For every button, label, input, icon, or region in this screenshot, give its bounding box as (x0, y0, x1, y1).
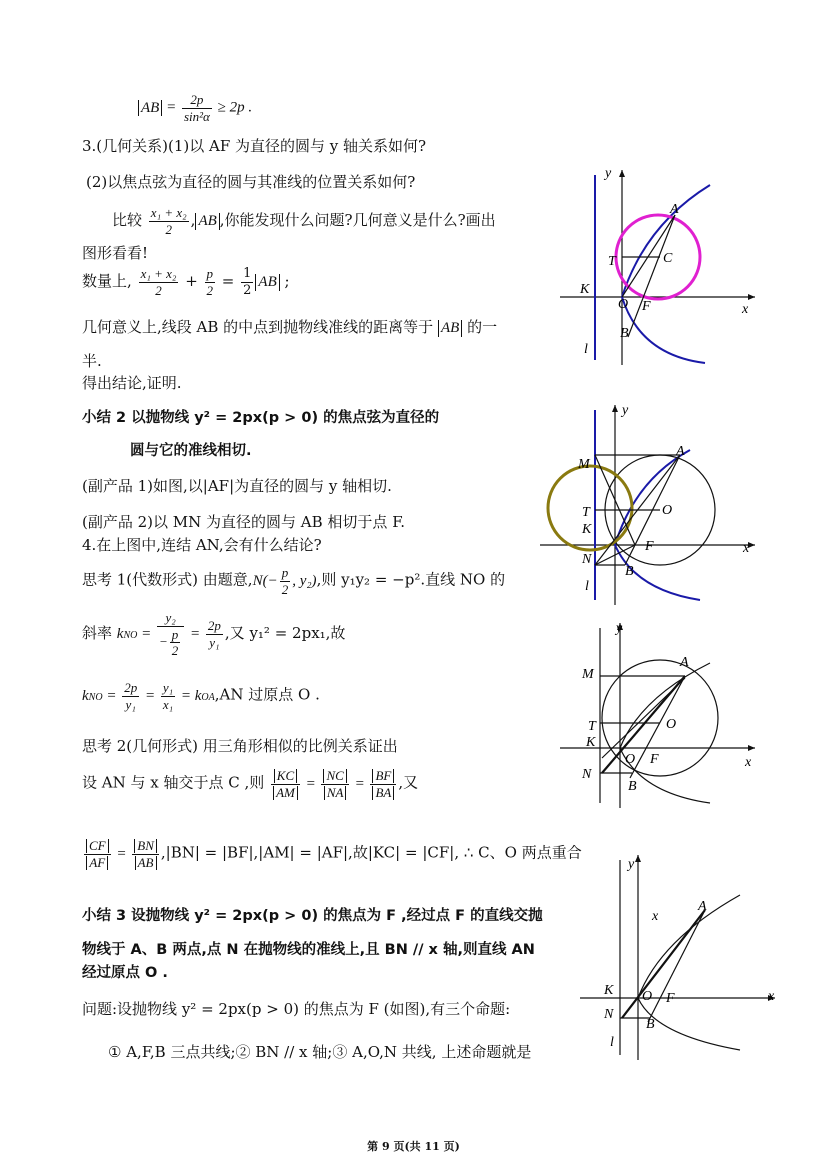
think-1-line: 思考 1(代数形式) 由题意,N(− $\frac{p}{2}$ , y₂),则 y₁y₂ = −p².直线 NO 的 (82, 565, 506, 597)
figure-3 (560, 618, 760, 808)
label-B: B (625, 564, 634, 579)
byproduct-1: (副产品 1)如图,以|AF|为直径的圆与 y 轴相切. (82, 477, 392, 495)
label-F: F (650, 752, 659, 767)
figure-4 (580, 850, 780, 1060)
item-3-part-1: 3.(几何关系)(1)以 AF 为直径的圆与 y 轴关系如何? (82, 137, 427, 155)
label-M: M (578, 457, 590, 472)
item-3-part-2: (2)以焦点弦为直径的圆与其准线的位置关系如何? (86, 173, 416, 191)
label-x: x (745, 755, 752, 770)
figure-1 (560, 165, 760, 365)
byproduct-2: (副产品 2)以 MN 为直径的圆与 AB 相切于点 F. (82, 513, 406, 531)
label-B: B (646, 1017, 655, 1032)
summary-2-title: 小结 2 以抛物线 y² = 2px(p > 0) 的焦点弦为直径的 (82, 410, 440, 426)
kno-result: kNO = $\frac{2p}{\text{y₁}}$ = $\frac{\text{y₁}}{\text{x₁}}$ = kOA,AN 过原点 O . (82, 680, 320, 712)
label-N: N (582, 767, 592, 782)
geometric-meaning: 几何意义上,线段 AB 的中点到抛物线准线的距离等于 AB 的一 (82, 318, 498, 336)
label-N: N (604, 1007, 614, 1022)
summary-3-line-3: 经过原点 O . (82, 965, 168, 981)
cf-ratio-line: $\frac{CF}{AF}$ = $\frac{BN}{AB}$ ,|BN| = |BF|,|AM| = |AF|,故|KC| = |CF|, ∴ C、O 两点重合 (82, 838, 582, 870)
label-O: O (618, 297, 629, 312)
conclusion-text: 得出结论,证明. (82, 374, 182, 392)
graph-hint: 图形看看! (82, 244, 149, 262)
figure-2 (540, 400, 760, 605)
slope-line: 斜率 kNO = y₂ − $\frac{p}{2}$ = $\frac{2p}{\text{y₁}}$ ,又 y₁² = 2px₁,故 (82, 610, 346, 659)
label-B: B (620, 326, 629, 341)
label-A: A (680, 655, 689, 670)
label-O: O (666, 717, 677, 732)
label-T: T (582, 505, 590, 520)
label-N: N (582, 552, 592, 567)
label-K: K (580, 282, 590, 297)
label-K: K (604, 983, 614, 998)
question-4: 4.在上图中,连结 AN,会有什么结论? (82, 536, 322, 554)
label-K: K (582, 522, 592, 537)
label-l: l (610, 1035, 614, 1050)
summary-3-line-2: 物线于 A、B 两点,点 N 在抛物线的准线上,且 BN // x 轴,则直线 AN (82, 942, 535, 958)
label-T: T (608, 254, 616, 269)
summary-2-body: 圆与它的准线相切. (130, 443, 252, 459)
label-F: F (666, 991, 675, 1006)
summary-3-line-1: 小结 3 设抛物线 y² = 2px(p > 0) 的焦点为 F ,经过点 F 的直线交抛 (82, 908, 543, 924)
quantity-relation: 数量上, $\frac{\text{x₁ + x₂}}{2}$ + $\frac{p}{2}$ = $\frac{1}{2}$ AB ; (82, 266, 290, 298)
label-x: x (768, 989, 775, 1004)
label-A: A (698, 899, 707, 914)
label-K: K (586, 735, 596, 750)
label-O2: O (625, 752, 636, 767)
label-l: l (585, 579, 589, 594)
label-y: y (605, 166, 612, 181)
label-A: A (676, 444, 685, 459)
label-C: C (663, 251, 673, 266)
label-x-inner: x (652, 909, 659, 924)
label-B: B (628, 779, 637, 794)
label-y: y (616, 621, 623, 636)
label-O: O (662, 503, 673, 518)
propositions: ① A,F,B 三点共线;② BN // x 轴;③ A,O,N 共线, 上述命题就是 (108, 1043, 532, 1061)
label-l: l (584, 342, 588, 357)
compare-line: 比较 $\frac{\text{x₁ + x₂}}{2}$ , AB ,你能发现什么问题?几何意义是什么?画出 (112, 205, 496, 237)
label-T: T (588, 719, 596, 734)
label-y: y (622, 403, 629, 418)
problem-statement: 问题:设抛物线 y² = 2px(p > 0) 的焦点为 F (如图),有三个命题: (82, 1000, 511, 1018)
label-F: F (645, 539, 654, 554)
think-2: 思考 2(几何形式) 用三角形相似的比例关系证出 (82, 737, 398, 755)
label-x: x (743, 541, 750, 556)
label-y: y (628, 857, 635, 872)
page-footer: 第 9 页(共 11 页) (367, 1140, 460, 1153)
label-O: O (642, 989, 653, 1004)
ab-length-formula: AB = $\frac{2p}{\text{sin²α}}$ ≥ 2p . (138, 92, 252, 124)
half-text: 半. (82, 352, 102, 370)
label-M: M (582, 667, 594, 682)
ratio-line: 设 AN 与 x 轴交于点 C ,则 $\frac{KC}{AM}$ = $\frac{NC}{NA}$ = $\frac{BF}{BA}$ ,又 (82, 768, 419, 800)
label-x: x (742, 302, 749, 317)
label-F: F (642, 299, 651, 314)
label-A: A (670, 202, 679, 217)
